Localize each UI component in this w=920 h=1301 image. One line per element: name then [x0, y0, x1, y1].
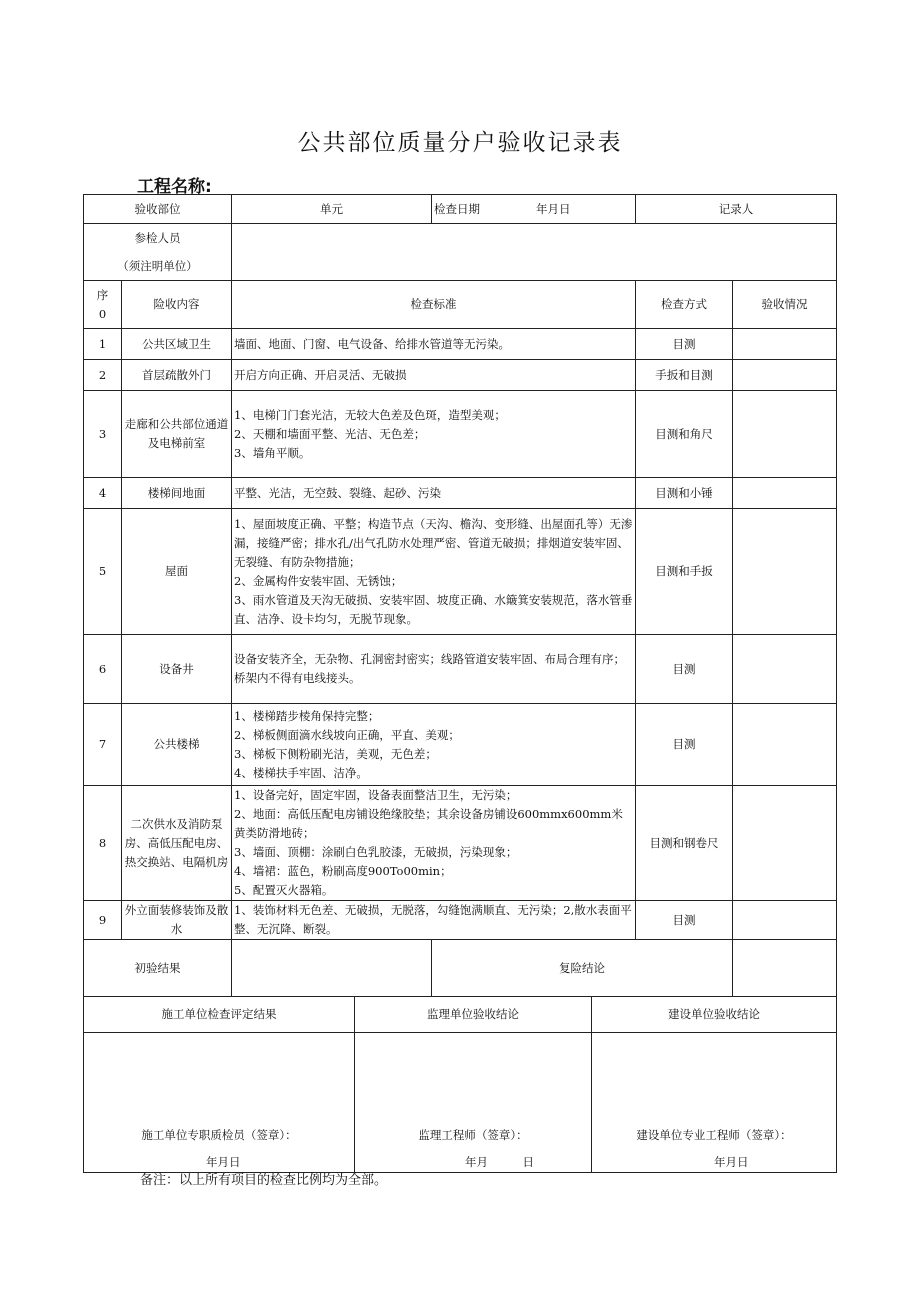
table-row	[84, 391, 837, 478]
standard-line: 2、梯板侧面滴水线坡向正确，平直、美观；	[234, 727, 460, 742]
seq-header-top: 序	[96, 287, 109, 302]
row-standard	[232, 329, 636, 360]
table-row	[84, 329, 837, 360]
row-result[interactable]	[733, 635, 837, 704]
row-number: 5	[84, 509, 122, 635]
row-content: 公共楼梯	[122, 704, 232, 786]
standard-line: 设备安装齐全，无杂物、孔洞密封密实；线路管道安装牢固、布局合理有序；桥架内不得有电线接头。	[234, 652, 625, 685]
row-method: 手扳和目测	[636, 360, 733, 391]
date-value: 年月日	[536, 201, 571, 216]
row-standard	[232, 360, 636, 391]
row-result[interactable]	[733, 329, 837, 360]
row-content: 屋面	[122, 509, 232, 635]
row-content: 二次供水及消防泵房、高低压配电房、热交换站、电隔机房	[122, 786, 232, 901]
content-header: 险收内容	[122, 281, 232, 329]
row-number: 4	[84, 478, 122, 509]
owner-sign-cell[interactable]	[592, 1032, 837, 1172]
signature-title-row	[84, 997, 837, 1032]
row-content: 首层疏散外门	[122, 360, 232, 391]
supervisor-title: 监理单位验收结论	[355, 997, 592, 1032]
row-result[interactable]	[733, 391, 837, 478]
row-number: 3	[84, 391, 122, 478]
contractor-sign-label: 施工单位专职质检员（签章）：	[141, 1127, 297, 1142]
table-row	[84, 786, 837, 901]
row-number: 6	[84, 635, 122, 704]
method-header: 检查方式	[636, 281, 733, 329]
row-number: 2	[84, 360, 122, 391]
row-number: 1	[84, 329, 122, 360]
supervisor-sign-cell[interactable]	[355, 1032, 592, 1172]
table-row	[84, 635, 837, 704]
standard-line: 1、装饰材料无色差、无破损，无脱落，勾缝饱满顺直、无污染；2,散水表面平整、无沉降、断裂。	[234, 903, 632, 936]
review-conclusion-value[interactable]	[733, 940, 837, 997]
row-standard	[232, 391, 636, 478]
standard-line: 3、雨水管道及天沟无破损、安装牢固、坡度正确、水簸箕安装规范，落水管垂直、洁净、设卡均匀，无脱节现象。	[234, 592, 633, 626]
row-result[interactable]	[733, 901, 837, 940]
row-standard	[232, 786, 636, 901]
column-header-row	[84, 281, 837, 329]
row-content: 设备井	[122, 635, 232, 704]
row-method: 目测	[636, 635, 733, 704]
standard-line: 3、梯板下侧粉刷光洁，美观，无色差；	[234, 746, 437, 761]
standard-line: 5、配置灭火器箱。	[234, 883, 334, 897]
result-header: 验收情况	[733, 281, 837, 329]
row-result[interactable]	[733, 509, 837, 635]
seq-header	[84, 281, 122, 329]
standard-line: 1、楼梯踏步棱角保持完整；	[234, 708, 380, 723]
row-method: 目测和手扳	[636, 509, 733, 635]
standard-line: 墙面、地面、门窗、电气设备、给排水管道等无污染。	[234, 336, 510, 351]
remark-note: 备注：以上所有项目的检查比例均为全部。	[140, 1173, 388, 1188]
row-method: 目测和角尺	[636, 391, 733, 478]
row-content: 外立面装修装饰及散水	[122, 901, 232, 940]
owner-sign-label: 建设单位专业工程师（签章）：	[636, 1127, 792, 1142]
item-rows	[84, 329, 837, 940]
row-content: 楼梯间地面	[122, 478, 232, 509]
supervisor-sign-label: 监理工程师（签章）：	[418, 1127, 528, 1142]
signature-row	[84, 1032, 837, 1172]
participants-label: 参检人员	[134, 230, 181, 245]
standard-line: 4、墙裙：蓝色，粉刷高度900To00min；	[234, 864, 452, 878]
row-standard	[232, 704, 636, 786]
row-method: 目测	[636, 901, 733, 940]
standard-line: 2、地面：高低压配电房铺设绝缘胶垫；其余设备房铺设600mmx600mm米黄类防滑地砖；	[234, 807, 623, 840]
standard-line: 1、屋面坡度正确、平整；构造节点（天沟、檐沟、变形缝、出屋面孔等）无渗漏，接缝严密；排水孔/出气孔防水处理严密、管道无破损；排烟道安装牢固、无裂缝、有防杂物措施；	[234, 516, 633, 569]
row-number: 8	[84, 786, 122, 901]
row-result[interactable]	[733, 704, 837, 786]
standard-line: 2、天棚和墙面平整、光洁、无色差；	[234, 426, 426, 441]
contractor-date: 年月日	[206, 1154, 241, 1169]
row-number: 9	[84, 901, 122, 940]
participants-note: （须注明单位）	[117, 258, 198, 273]
unit-label: 单元	[232, 195, 432, 224]
initial-result-label: 初验结果	[84, 940, 232, 997]
participants-value[interactable]	[232, 224, 837, 281]
review-conclusion-label: 复险结论	[432, 940, 733, 997]
part-label: 验收部位	[84, 195, 232, 224]
row-content: 公共区域卫生	[122, 329, 232, 360]
participants-cell	[84, 224, 232, 281]
contractor-sign-cell[interactable]	[84, 1032, 355, 1172]
table-row	[84, 509, 837, 635]
conclusion-row	[84, 940, 837, 997]
supervisor-date: 年月 日	[465, 1154, 534, 1169]
header-row	[84, 195, 837, 224]
owner-title: 建设单位验收结论	[592, 997, 837, 1032]
date-label: 检查日期	[434, 201, 480, 216]
row-result[interactable]	[733, 786, 837, 901]
standard-line: 3、墙面、顶棚：涂刷白色乳胶漆，无破损，污染现象；	[234, 845, 518, 859]
signature-table	[83, 997, 837, 1173]
table-row	[84, 901, 837, 940]
recorder-label: 记录人	[636, 195, 837, 224]
standard-line: 1、设备完好，固定牢固，设备表面整洁卫生，无污染；	[234, 788, 518, 802]
owner-date: 年月日	[714, 1154, 749, 1169]
contractor-title: 施工单位检查评定结果	[84, 997, 355, 1032]
standard-line: 3、墙角平顺。	[234, 445, 311, 460]
standard-line: 开启方向正确、开启灵活、无破损	[234, 367, 407, 382]
project-name-label: 工程名称:	[137, 177, 212, 197]
standard-line: 平整、光洁，无空鼓、裂缝、起砂、污染	[234, 485, 441, 500]
inspection-form	[83, 194, 836, 1173]
standard-line: 2、金属构件安装牢固、无锈蚀；	[234, 573, 403, 588]
standard-header: 检查标准	[232, 281, 636, 329]
row-standard	[232, 635, 636, 704]
table-row	[84, 704, 837, 786]
page-title: 公共部位质量分户验收记录表	[297, 130, 623, 156]
row-method: 目测	[636, 704, 733, 786]
standard-line: 1、电梯门门套光洁，无较大色差及色斑，造型美观；	[234, 407, 506, 422]
row-method: 目测	[636, 329, 733, 360]
standard-line: 4、楼梯扶手牢固、洁净。	[234, 765, 368, 780]
row-method: 目测和钢卷尺	[636, 786, 733, 901]
initial-result-value[interactable]	[232, 940, 432, 997]
row-method: 目测和小锤	[636, 478, 733, 509]
participants-row	[84, 224, 837, 281]
row-content: 走廊和公共部位通道及电梯前室	[122, 391, 232, 478]
seq-header-bottom: 0	[98, 306, 107, 321]
table-row	[84, 478, 837, 509]
date-cell	[432, 195, 636, 224]
row-standard	[232, 901, 636, 940]
row-standard	[232, 509, 636, 635]
table-row	[84, 360, 837, 391]
main-table	[83, 194, 837, 997]
row-standard	[232, 478, 636, 509]
row-result[interactable]	[733, 478, 837, 509]
row-number: 7	[84, 704, 122, 786]
row-result[interactable]	[733, 360, 837, 391]
